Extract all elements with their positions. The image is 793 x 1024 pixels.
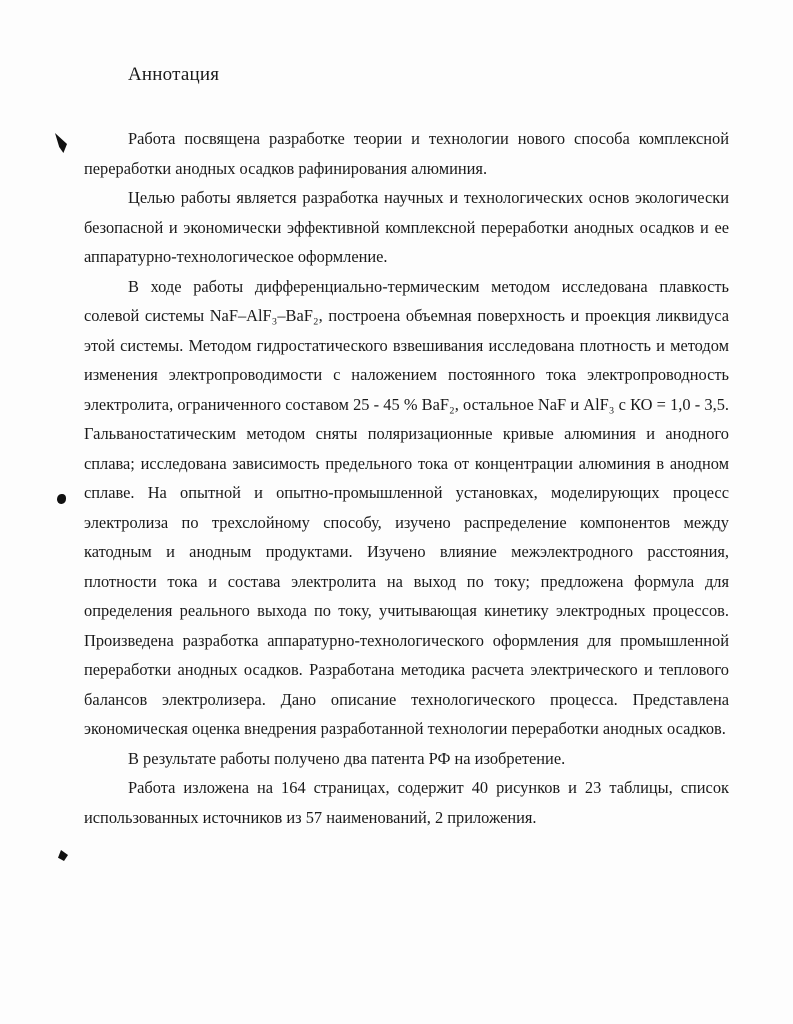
paragraph-goal: Целью работы является разработка научных и технологических основ экологически безопасной и экономически эффективной комплексной переработки анодных осадков и ее аппаратурно-технологическое оформление. (84, 188, 729, 266)
page-title: Аннотация (128, 64, 220, 85)
paragraph-patents: В результате работы получено два патента РФ на изобретение. (128, 748, 566, 768)
scan-speck-mark (57, 494, 66, 504)
paragraph-purpose: Работа посвящена разработке теории и технологии нового способа комплексной переработки анодных осадков рафинирования алюминия. (84, 129, 729, 178)
paragraph-volume: Работа изложена на 164 страницах, содержит 40 рисунков и 23 таблицы, список использованных источников из 57 наименований, 2 приложения. (84, 778, 729, 827)
paragraph-methods: В ходе работы дифференциально-термическим методом исследована плавкость солевой системы NaF–AlF₃–BaF₂, построена объемная поверхность и проекция ликвидуса этой системы. Методом гидростатического взвешивания исследована плотность и методом изменения электропроводимости с наложением постоянного тока электропроводность электролита, ограниченного составом 25 - 45 % BaF₂, остальное NaF и AlF₃ с КО = 1,0 - 3,5. Гальваностатическим методом сняты поляризационные кривые алюминия и анодного сплава; исследована зависимость предельного тока от концентрации алюминия в анодном сплаве. На опытной и опытно-промышленной установках, моделирующих процесс электролиза по трехслойному способу, изучено распределение компонентов между катодным и анодным продуктами. Изучено влияние межэлектродного расстояния, плотности тока и состава электролита на выход по току; предложена формула для определения реального выхода по току, учитывающая кинетику электродных процессов. Произведена разработка аппаратурно-технологического оформления для промышленной переработки анодных осадков. Разработана методика расчета электрического и теплового балансов электролизера. Дано описание технологического процесса. Представлена экономическая оценка внедрения разработанной технологии переработки анодных осадков. (84, 276, 729, 738)
scan-speck-mark (55, 133, 67, 153)
annotation-body (84, 124, 729, 832)
scan-speck-mark (58, 850, 68, 861)
